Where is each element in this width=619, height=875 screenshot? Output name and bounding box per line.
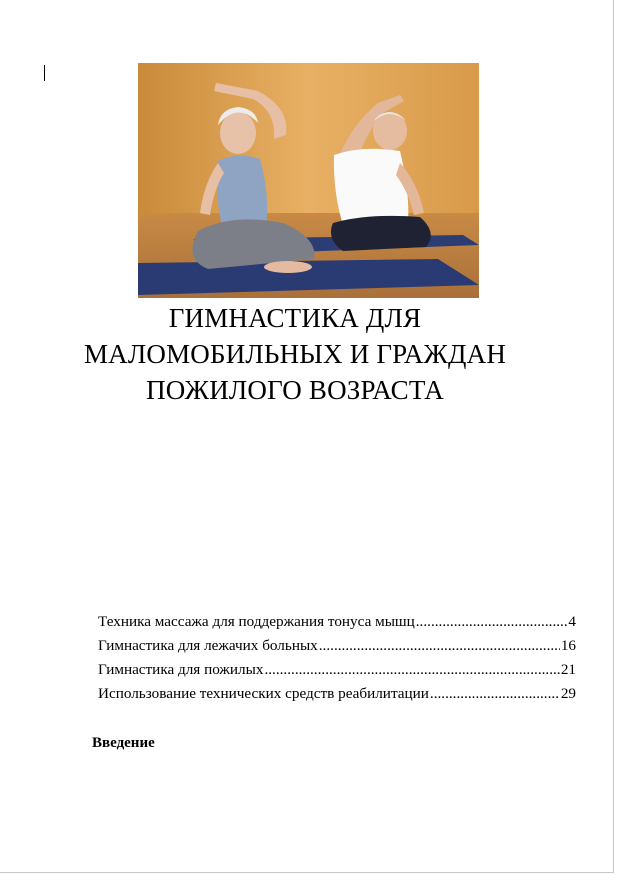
toc-entry-title: Гимнастика для пожилых [98, 661, 264, 678]
toc-entry-title: Использование технических средств реабилитации [98, 685, 429, 702]
title-line: МАЛОМОБИЛЬНЫХ И ГРАЖДАН [83, 339, 507, 369]
toc-entry-page: 16 [560, 637, 576, 654]
title-line: ГИМНАСТИКА ДЛЯ [168, 303, 422, 333]
page-edge [0, 872, 614, 873]
toc-leader-dots [264, 658, 559, 682]
table-of-contents [98, 610, 576, 706]
toc-entry-page: 21 [560, 661, 576, 678]
toc-entry-page: 29 [560, 685, 576, 702]
page-edge [613, 0, 614, 872]
title-line: ПОЖИЛОГО ВОЗРАСТА [146, 375, 444, 405]
document-title [40, 300, 550, 408]
elderly-couple-gymnastics-photo [138, 63, 479, 298]
toc-entry[interactable] [98, 634, 576, 658]
toc-leader-dots [430, 682, 560, 706]
section-heading-introduction: Введение [92, 735, 155, 751]
toc-entry[interactable] [98, 682, 576, 706]
toc-leader-dots [416, 610, 568, 634]
text-cursor [44, 65, 45, 81]
toc-entry-title: Техника массажа для поддержания тонуса мышц [98, 613, 415, 630]
toc-entry-title: Гимнастика для лежачих больных [98, 637, 318, 654]
cover-photo [138, 63, 479, 298]
toc-entry-page: 4 [568, 613, 576, 630]
toc-entry[interactable] [98, 610, 576, 634]
toc-leader-dots [319, 634, 560, 658]
toc-entry[interactable] [98, 658, 576, 682]
